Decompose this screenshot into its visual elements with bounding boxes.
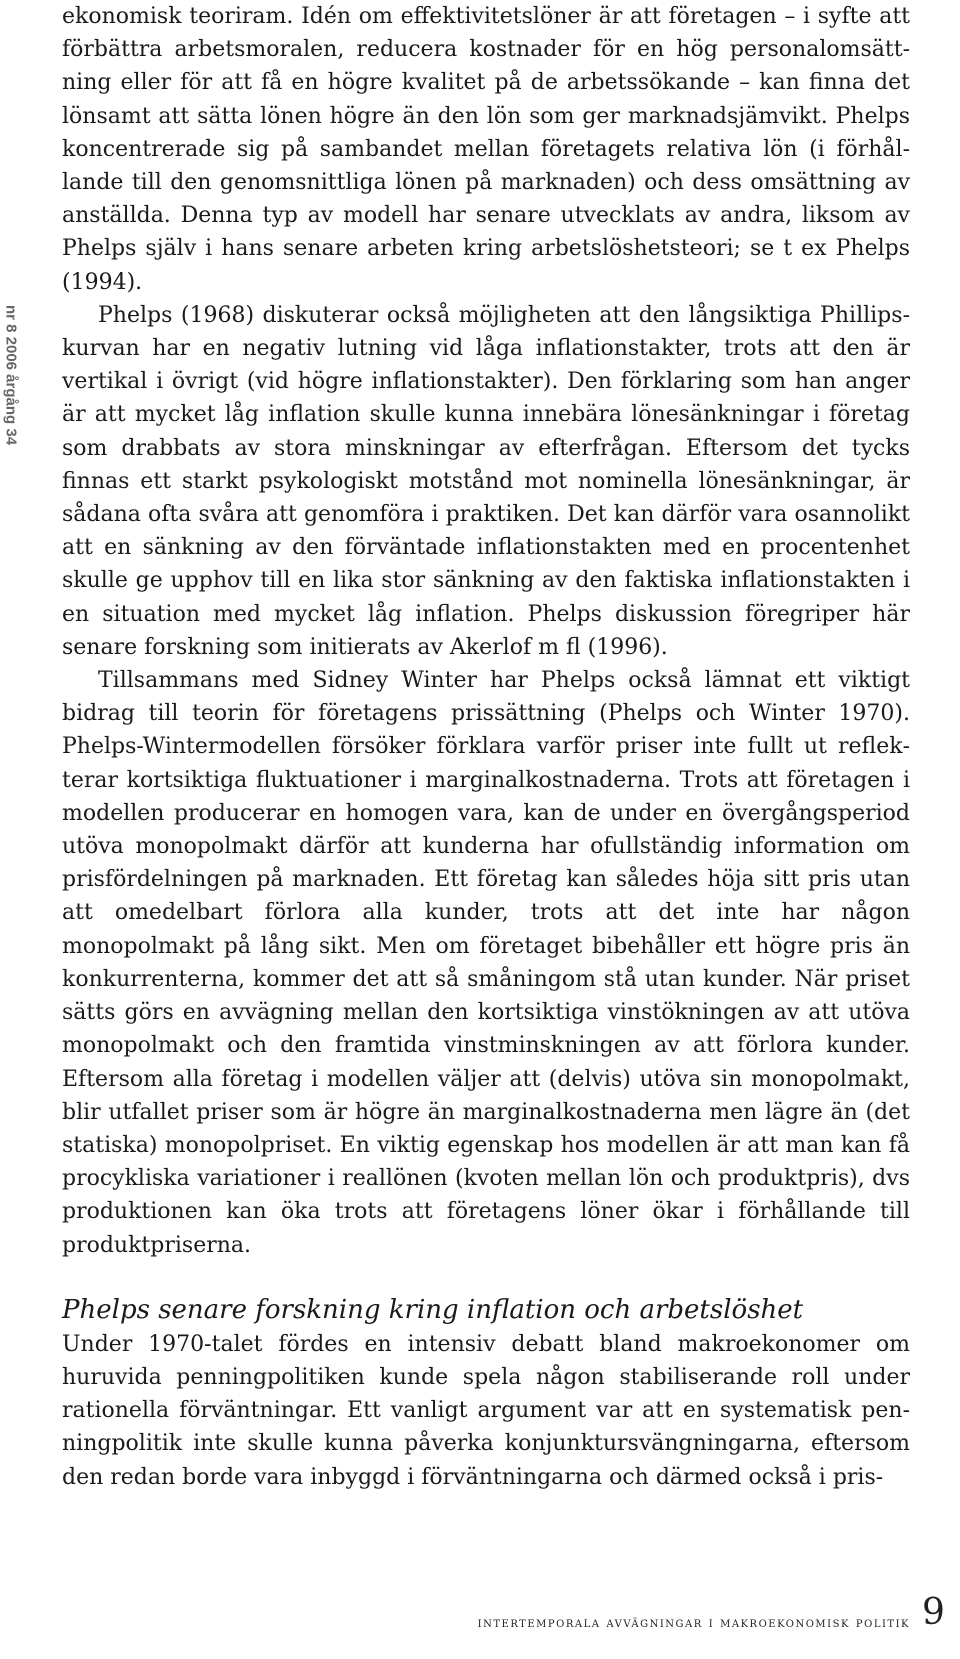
section-heading: Phelps senare forskning kring inflation och arbetslöshet <box>62 1294 804 1325</box>
paragraph-3: Tillsammans med Sidney Winter har Phelps också lämnat ett viktigt bidrag till teorin för företagens prissättning (Phelps och Winter 1970). Phelps-Wintermodellen försöker förklara varför priser inte fullt ut reflekterar kortsiktiga fluktuationer i marginalkostnaderna. Trots att företagen i modellen producerar en homogen vara, kan de under en övergångsperiod utöva monopolmakt därför att kunderna har ofullständig information om prisfördelningen på marknaden. Ett företag kan således höja sitt pris utan att omedelbart förlora alla kunder, trots att det inte har någon monopolmakt på lång sikt. Men om företaget bibehåller ett högre pris än konkurrenterna, kommer det att så småningom stå utan kunder. När priset sätts görs en avvägning mellan den kortsiktiga vinstökningen av att utöva monopolmakt och den framtida vinstminskningen av att förlora kunder. Eftersom alla företag i modellen väljer att (delvis) utöva sin monopolmakt, blir utfallet priser som är högre än marginalkostnaderna men lägre än (det statiska) monopolpriset. En viktig egenskap hos modellen är att man kan få procykliska variationer i reallönen (kvoten mellan lön och produktpris), dvs produktionen kan öka trots att företagens löner ökar i förhållande till produktpriserna. <box>62 668 910 1258</box>
text-column <box>62 0 910 1494</box>
journal-issue-label <box>0 270 22 480</box>
section-paragraph: Under 1970-talet fördes en intensiv debatt bland makroekonomer om huruvida penningpolitiken kunde spela någon stabiliserande roll under rationella förväntningar. Ett vanligt argument var att en systematisk penningpolitik inte skulle kunna påverka konjunktursvängningarna, eftersom den redan borde vara inbyggd i förväntningarna och därmed också i pris- <box>62 1331 910 1490</box>
paragraph-1: ekonomisk teoriram. Idén om effektivitetslöner är att företagen – i syfte att förbättra arbetsmoralen, reducera kostnader för en hög personalomsättning eller för att få en högre kvalitet på de arbetssökande – kan finna det lönsamt att sätta lönen högre än den lön som ger marknadsjämvikt. Phelps koncentrerade sig på sambandet mellan företagets relativa lön (i förhållande till den genomsnittliga lönen på marknaden) och dess omsättning av anställda. Denna typ av modell har senare utvecklats av andra, liksom av Phelps själv i hans senare arbeten kring arbetslöshetsteori; se t ex Phelps (1994). <box>62 4 910 295</box>
journal-issue-text: nr 8 2006 årgång 34 <box>2 304 20 446</box>
running-footer: intertemporala avvägningar i makroekonomisk politik <box>477 1615 910 1631</box>
page-number: 9 <box>922 1592 945 1633</box>
paragraph-2: Phelps (1968) diskuterar också möjligheten att den långsiktiga Phillipskurvan har en negativ lutning vid låga inflationstakter, trots att den är vertikal i övrigt (vid högre inflationstakter). Den förklaring som han anger är att mycket låg inflation skulle kunna innebära lönesänkningar i företag som drabbats av stora minskningar av efterfrågan. Eftersom det tycks finnas ett starkt psykologiskt motstånd mot nominella lönesänkningar, är sådana ofta svåra att genomföra i praktiken. Det kan därför vara osannolikt att en sänkning av den förväntade inflationstakten med en procentenhet skulle ge upphov till en lika stor sänkning av den faktiska inflationstakten i en situation med mycket låg inflation. Phelps diskussion föregriper här senare forskning som initierats av Akerlof m fl (1996). <box>62 302 910 660</box>
